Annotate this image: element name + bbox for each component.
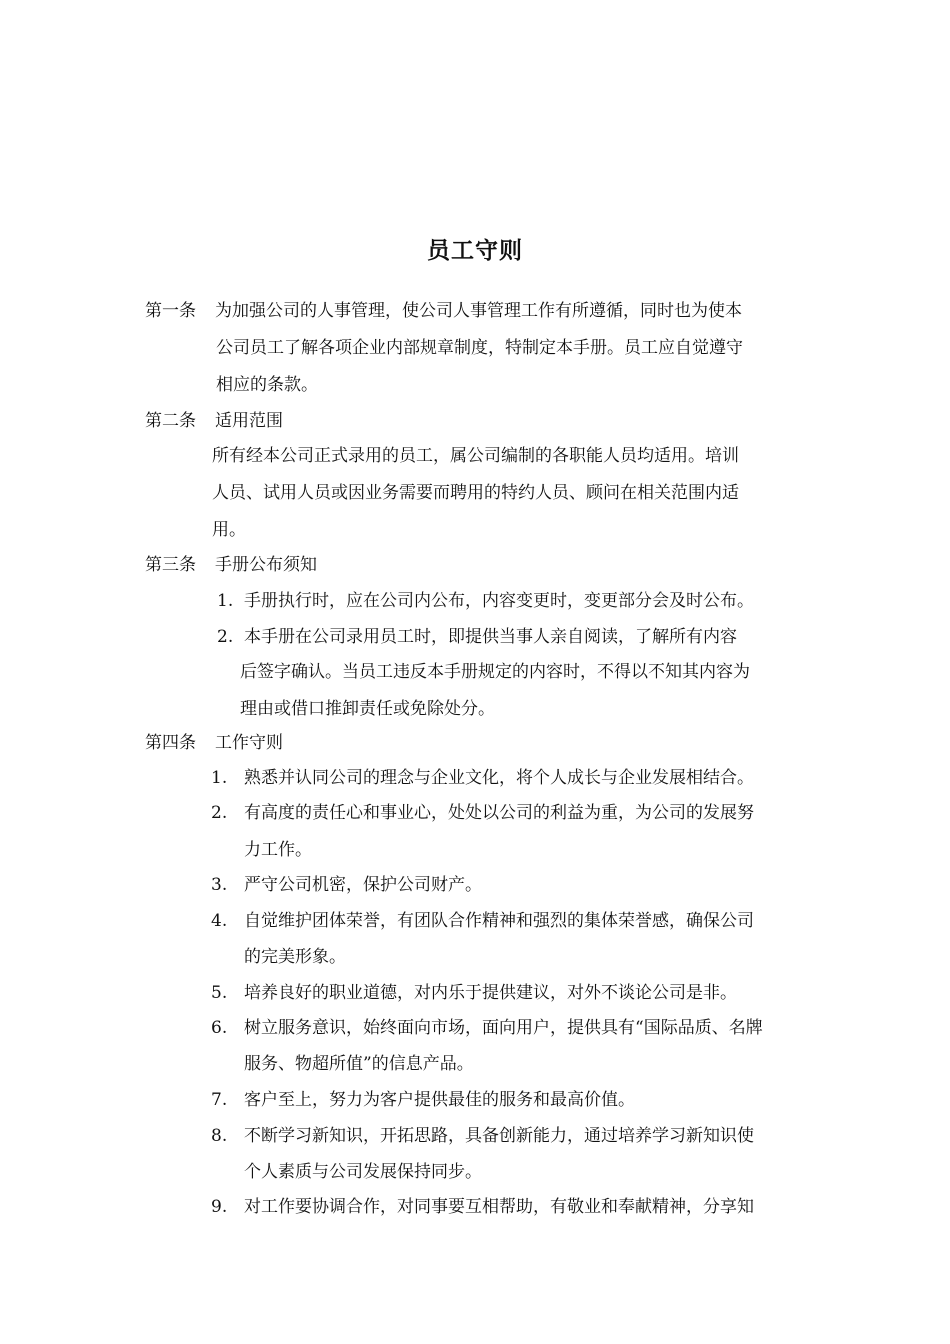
list-item: 客户至上，努力为客户提供最佳的服务和最高价值。 <box>244 1090 635 1110</box>
article-3-heading <box>145 553 317 577</box>
article-text: 为加强公司的人事管理，使公司人事管理工作有所遵循，同时也为使本 <box>215 301 742 321</box>
article-number: 第四条 <box>145 733 196 753</box>
article-number: 第三条 <box>145 555 196 575</box>
item-number: 9. <box>211 1197 228 1217</box>
list-item: 熟悉并认同公司的理念与企业文化，将个人成长与企业发展相结合。 <box>244 768 754 788</box>
article-heading-text: 适用范围 <box>215 411 283 431</box>
item-number: 8. <box>211 1126 228 1146</box>
list-item: 树立服务意识，始终面向市场，面向用户，提供具有“国际品质、名牌 <box>244 1018 763 1038</box>
item-number: 1. <box>211 768 228 788</box>
article-1-heading <box>145 299 742 323</box>
item-number: 1. <box>217 591 234 611</box>
article-2-line: 所有经本公司正式录用的员工，属公司编制的各职能人员均适用。培训 <box>212 446 739 466</box>
item-number: 2. <box>211 803 228 823</box>
list-item: 培养良好的职业道德，对内乐于提供建议，对外不谈论公司是非。 <box>244 983 737 1003</box>
item-number: 7. <box>211 1090 228 1110</box>
article-2-line: 用。 <box>212 520 246 540</box>
list-item: 手册执行时，应在公司内公布，内容变更时，变更部分会及时公布。 <box>244 591 754 611</box>
document-title: 员工守则 <box>427 237 523 264</box>
list-item-continued: 后签字确认。当员工违反本手册规定的内容时，不得以不知其内容为 <box>240 662 750 682</box>
article-2-line: 人员、试用人员或因业务需要而聘用的特约人员、顾问在相关范围内适 <box>212 483 739 503</box>
article-4-heading <box>145 731 283 755</box>
list-item-continued: 服务、物超所值”的信息产品。 <box>244 1054 474 1074</box>
list-item: 本手册在公司录用员工时，即提供当事人亲自阅读，了解所有内容 <box>244 627 737 647</box>
article-number: 第一条 <box>145 301 196 321</box>
article-2-heading <box>145 409 283 433</box>
article-heading-text: 手册公布须知 <box>215 555 317 575</box>
article-heading-text: 工作守则 <box>215 733 283 753</box>
list-item-continued: 个人素质与公司发展保持同步。 <box>244 1162 482 1182</box>
list-item-continued: 理由或借口推卸责任或免除处分。 <box>240 699 495 719</box>
item-number: 4. <box>211 911 228 931</box>
list-item-continued: 力工作。 <box>244 840 312 860</box>
item-number: 3. <box>211 875 228 895</box>
list-item: 有高度的责任心和事业心，处处以公司的利益为重，为公司的发展努 <box>244 803 754 823</box>
article-1-line: 公司员工了解各项企业内部规章制度，特制定本手册。员工应自觉遵守 <box>216 338 743 358</box>
list-item-continued: 的完美形象。 <box>244 947 346 967</box>
list-item: 自觉维护团体荣誉，有团队合作精神和强烈的集体荣誉感，确保公司 <box>244 911 754 931</box>
article-number: 第二条 <box>145 411 196 431</box>
article-1-line: 相应的条款。 <box>216 375 318 395</box>
list-item: 对工作要协调合作，对同事要互相帮助，有敬业和奉献精神，分享知 <box>244 1197 754 1217</box>
list-item: 严守公司机密，保护公司财产。 <box>244 875 482 895</box>
item-number: 5. <box>211 983 228 1003</box>
item-number: 6. <box>211 1018 228 1038</box>
list-item: 不断学习新知识，开拓思路，具备创新能力，通过培养学习新知识使 <box>244 1126 754 1146</box>
item-number: 2. <box>217 627 234 647</box>
